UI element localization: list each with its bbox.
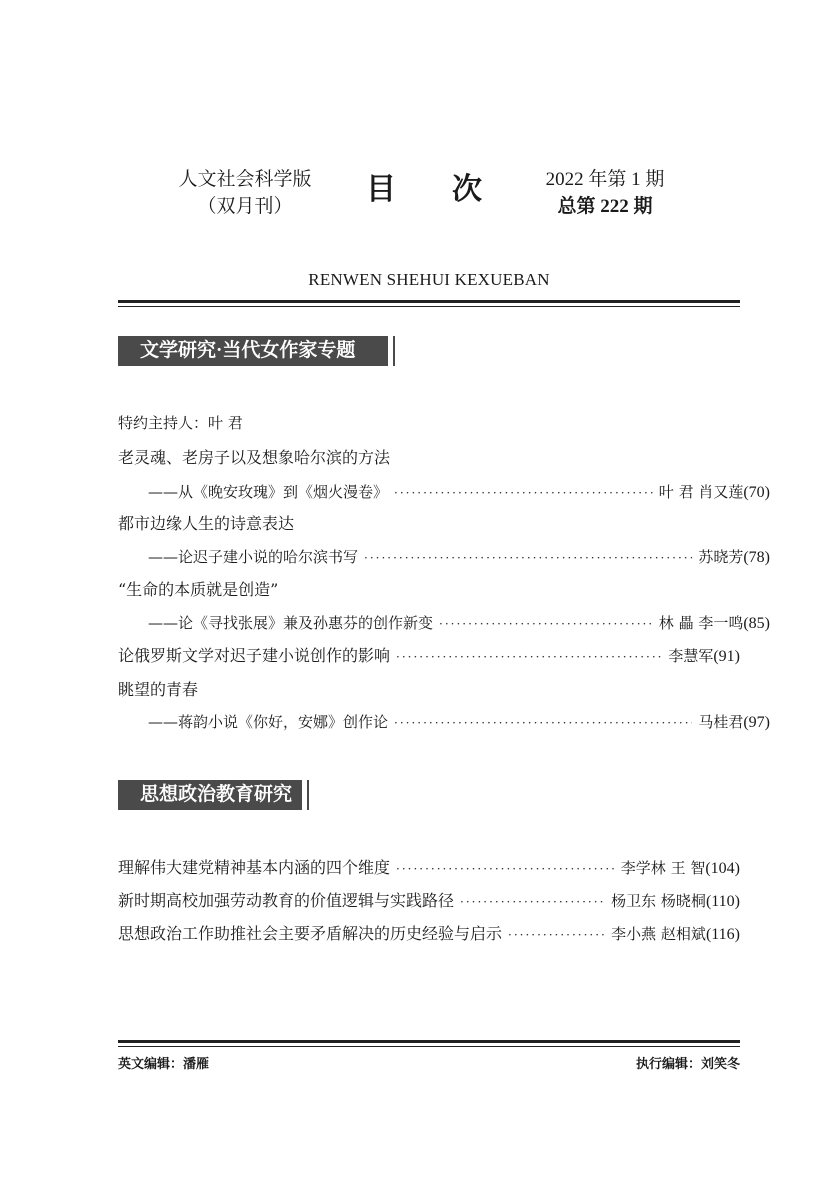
entry-authors: 林 畾 李一鸣: [658, 614, 744, 632]
leader-dots: [394, 713, 692, 733]
entry-title: 思想政治工作助推社会主要矛盾解决的历史经验与启示: [118, 924, 503, 943]
leader-dots: [396, 859, 615, 879]
entry-page: (70): [743, 484, 770, 501]
entry-title[interactable]: 老灵魂、老房子以及想象哈尔滨的方法: [118, 448, 391, 467]
toc-entry[interactable]: [118, 924, 740, 945]
toc-entry[interactable]: [118, 646, 740, 667]
edition-line-1: 人文社会科学版: [178, 168, 312, 190]
toc-title-char-1: 目: [366, 172, 396, 207]
edition-line-2: （双月刊）: [197, 195, 293, 217]
leader-dots: [394, 483, 653, 503]
edition-label: [170, 166, 320, 220]
entry-subtitle: ——蒋韵小说《你好，安娜》创作论: [148, 713, 389, 731]
entry-authors: 叶 君 肖又莲: [658, 483, 744, 501]
section-host: 特约主持人：叶 君: [118, 414, 243, 432]
footer-rule-thin: [118, 1046, 740, 1047]
entry-subtitle: ——论《寻找张展》兼及孙惠芬的创作新变: [148, 614, 434, 632]
executive-editor: 执行编辑：刘笑冬: [635, 1057, 740, 1072]
entry-title: 论俄罗斯文学对迟子建小说创作的影响: [118, 646, 391, 665]
entry-title[interactable]: “生命的本质就是创造”: [118, 580, 279, 599]
entry-subtitle: ——从《晚安玫瑰》到《烟火漫卷》: [148, 483, 389, 501]
toc-entry[interactable]: [118, 858, 740, 879]
toc-entry[interactable]: [118, 547, 770, 568]
entry-page: (91): [713, 648, 740, 665]
entry-page: (104): [705, 860, 740, 877]
journal-pinyin-title: RENWEN SHEHUI KEXUEBAN: [308, 270, 550, 289]
header-rule-thick: [118, 300, 740, 303]
entry-subtitle: ——论迟子建小说的哈尔滨书写: [148, 548, 359, 566]
leader-dots: [439, 614, 653, 634]
issue-number: 2022 年第 1 期: [545, 169, 665, 190]
entry-authors: 李小燕 赵相斌: [611, 925, 706, 943]
entry-authors: 杨卫东 杨晓桐: [611, 892, 706, 910]
footer-rule-thick: [118, 1040, 740, 1043]
section-heading-literature: 文学研究·当代女作家专题: [118, 336, 388, 366]
entry-authors: 苏晓芳: [698, 548, 744, 566]
toc-entry[interactable]: [118, 891, 740, 912]
issue-info: [540, 166, 670, 220]
entry-authors: 马桂君: [698, 713, 744, 731]
leader-dots: [460, 892, 605, 912]
toc-entry[interactable]: [118, 712, 770, 733]
toc-entry[interactable]: [118, 482, 770, 503]
entry-authors: 李学林 王 智: [620, 859, 706, 877]
entry-authors: 李慧军: [668, 647, 714, 665]
entry-page: (110): [705, 893, 740, 910]
entry-title: 新时期高校加强劳动教育的价值逻辑与实践路径: [118, 891, 455, 910]
toc-title-char-2: 次: [452, 172, 482, 207]
entry-page: (78): [743, 549, 770, 566]
english-editor: 英文编辑：潘雁: [118, 1057, 210, 1072]
leader-dots: [364, 548, 692, 568]
entry-page: (97): [743, 714, 770, 731]
header-rule-thin: [118, 306, 740, 307]
entry-title[interactable]: 眺望的青春: [118, 680, 199, 699]
entry-title[interactable]: 都市边缘人生的诗意表达: [118, 514, 295, 533]
issue-total: 总第 222 期: [557, 196, 653, 217]
toc-entry[interactable]: [118, 613, 770, 634]
leader-dots: [508, 925, 605, 945]
leader-dots: [396, 647, 662, 667]
entry-page: (85): [743, 615, 770, 632]
section-heading-political-education: 思想政治教育研究: [118, 780, 302, 810]
entry-page: (116): [705, 926, 740, 943]
entry-title: 理解伟大建党精神基本内涵的四个维度: [118, 858, 391, 877]
